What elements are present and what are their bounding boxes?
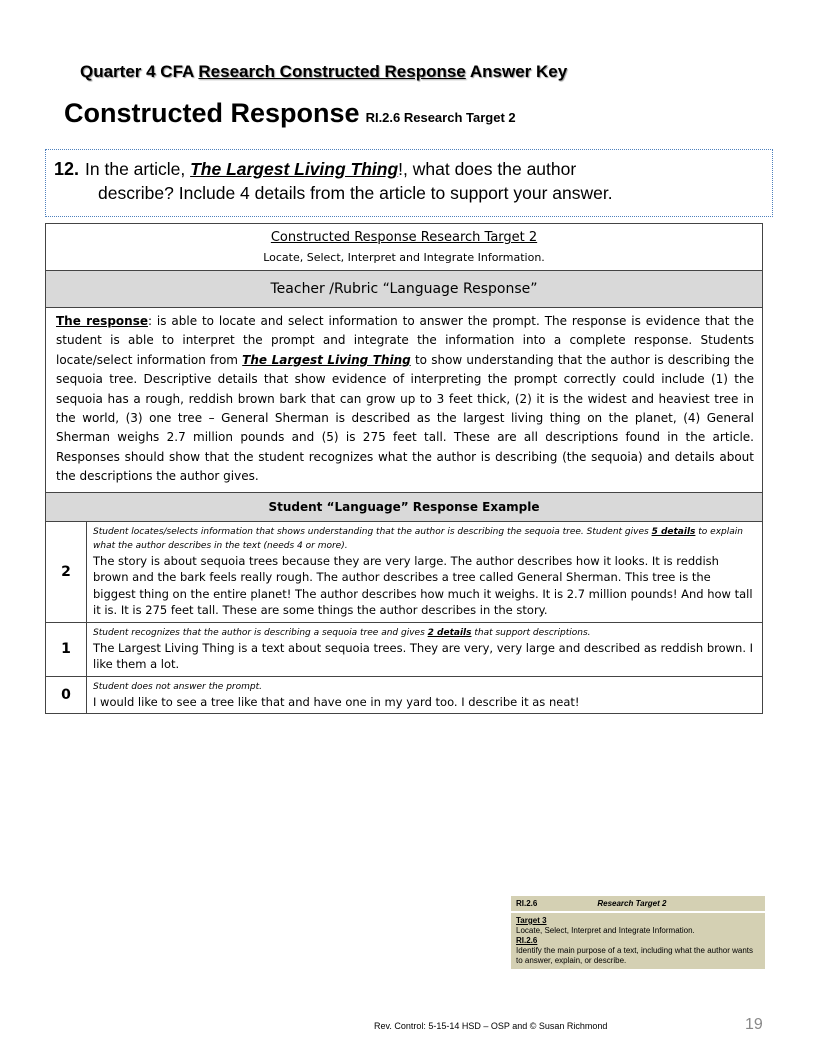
table-row (46, 521, 763, 622)
teacher-rubric-heading: Teacher /Rubric “Language Response” (46, 271, 763, 308)
document-header (80, 62, 567, 82)
sidebar-ri-label: RI.2.6 (516, 936, 538, 945)
table-row (46, 622, 763, 676)
target-cell (46, 224, 763, 271)
criteria-text-a: Student locates/selects information that shows understanding that the author is describing the sequoia tree. Student gives (93, 526, 652, 537)
criteria-text-a: Student recognizes that the author is describing a sequoia tree and gives (93, 627, 428, 638)
response-text-a: : is able to locate and select information to answer the prompt. The response is evidence that the student is able to interpret the prompt and integrate the information into a complete response. Students locate/select information from (56, 314, 755, 367)
sidebar-ri-text: Identify the main purpose of a text, including what the author wants to answer, explain, or describe. (516, 946, 754, 965)
page-title (64, 98, 516, 129)
response-label: The response (56, 314, 148, 328)
score-criteria (93, 626, 756, 640)
score-cell: 2 (46, 521, 87, 622)
score-criteria: Student does not answer the prompt. (93, 681, 262, 692)
question-number: 12. (54, 159, 80, 179)
rubric-table (45, 223, 763, 714)
score-cell: 1 (46, 622, 87, 676)
question-line-2: describe? Include 4 details from the article to support your answer. (98, 183, 613, 203)
header-prefix: Quarter 4 CFA (80, 62, 199, 81)
example-cell (87, 521, 763, 622)
example-answer: I would like to see a tree like that and have one in my yard too. I describe it as neat! (93, 694, 580, 709)
score-cell: 0 (46, 676, 87, 714)
table-row (46, 676, 763, 714)
criteria-underlined: 5 details (651, 526, 696, 537)
header-suffix: Answer Key (465, 62, 568, 81)
score-criteria (93, 525, 756, 553)
response-text-b: to show understanding that the author is describing the sequoia tree. Descriptive details that show evidence of interpreting the prompt correctly could include (1) the sequoia has a rough, reddish brown bark that can grow up to 3 feet thick, (2) it is the widest and heaviest tree in the world, (3) one tree – General Sherman is described as the largest living thing on the planet, (4) General Sherman weighs 2.7 million pounds and (5) is 275 feet tall. These are all descriptions found in the article. Responses should show that the student recognizes what the author is describing (the sequoia) and details about the descriptions the author gives. (56, 352, 754, 484)
criteria-text-b: to explain what the author describes in the text (needs 4 or more). (93, 526, 743, 551)
sidebar-target3-label: Target 3 (516, 916, 547, 925)
page-title-main: Constructed Response (64, 98, 360, 128)
sidebar-header (511, 896, 765, 911)
example-answer: The story is about sequoia trees because they are very large. The author describes how it looks. It is reddish brown and the bark feels really rough. The author describes a tree called General Sherman. This tree is the biggest thing on the entire planet! The author describes how much it weighs. It is 2.7 million pounds! And how tall it is. It is 275 feet tall. These are some things the author describes in the story. (93, 553, 753, 618)
target-title: Constructed Response Research Target 2 (270, 230, 538, 245)
criteria-text-b: that support descriptions. (471, 627, 591, 638)
question-line-1 (54, 157, 764, 181)
sidebar-target3-text: Locate, Select, Interpret and Integrate Information. (516, 926, 695, 935)
revision-footer: Rev. Control: 5-15-14 HSD – OSP and © Susan Richmond (374, 1021, 608, 1031)
rubric-response-text (46, 308, 763, 493)
criteria-underlined: 2 details (427, 627, 472, 638)
example-answer: The Largest Living Thing is a text about sequoia trees. They are very, very large and described as reddish brown. I like them a lot. (93, 640, 754, 672)
standards-sidebar (511, 896, 765, 969)
question-box (45, 149, 773, 217)
example-cell (87, 622, 763, 676)
page-title-standard: RI.2.6 Research Target 2 (365, 110, 516, 125)
sidebar-target: Research Target 2 (597, 899, 667, 908)
question-article-title: The Largest Living Thing (190, 159, 399, 179)
example-cell (87, 676, 763, 714)
question-text-a: In the article, (85, 159, 191, 179)
sidebar-body (511, 913, 765, 969)
target-subtitle: Locate, Select, Interpret and Integrate Information. (263, 251, 545, 264)
header-underlined: Research Constructed Response (198, 62, 466, 81)
student-example-heading: Student “Language” Response Example (46, 492, 763, 521)
question-text-b: !, what does the author (398, 159, 577, 179)
response-article-title: The Largest Living Thing (242, 352, 411, 367)
page-number: 19 (745, 1016, 763, 1033)
sidebar-code: RI.2.6 (516, 899, 538, 908)
